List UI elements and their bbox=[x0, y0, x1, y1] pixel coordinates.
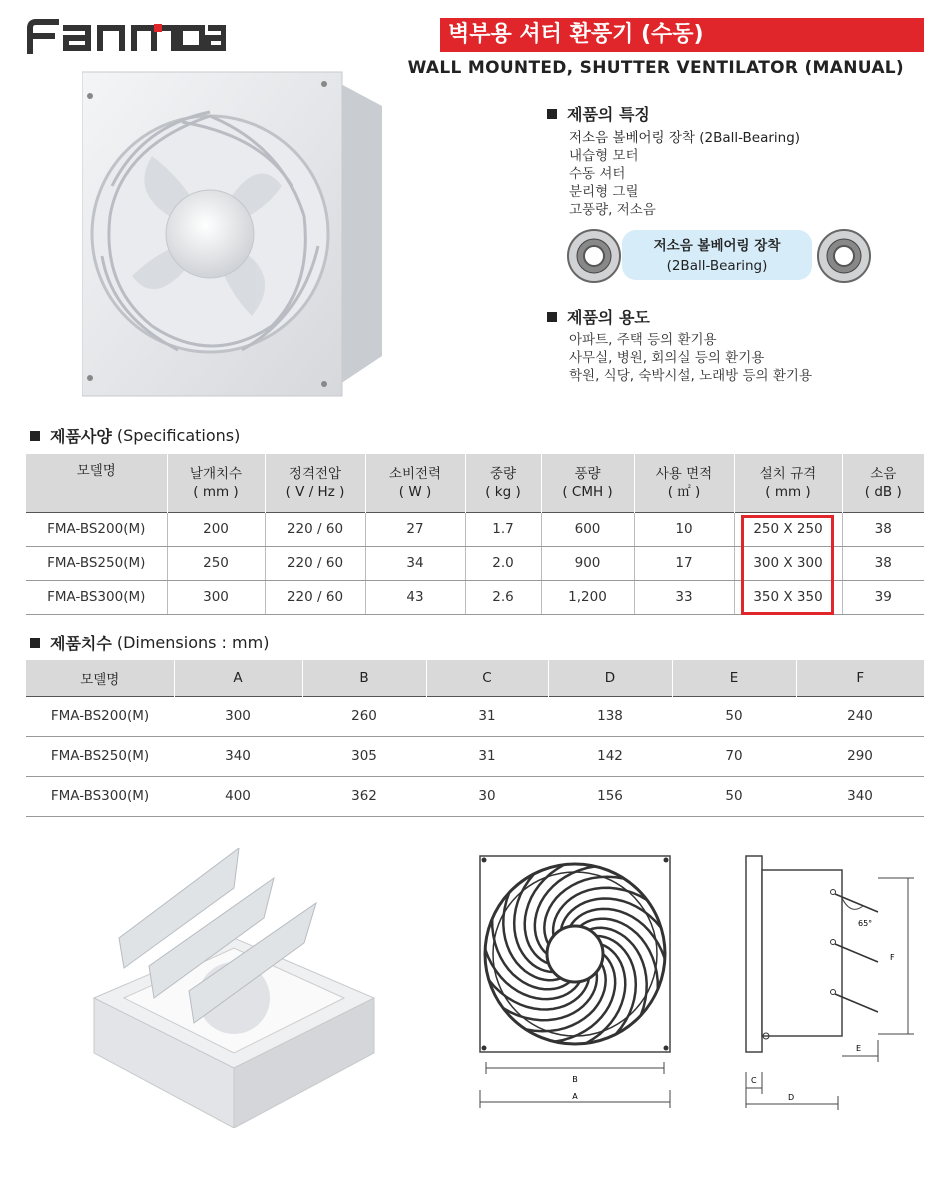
spec-header-label: 사용 면적 bbox=[655, 465, 713, 482]
dim-cell: 305 bbox=[302, 736, 426, 776]
dim-header-cell: F bbox=[796, 660, 924, 696]
spec-header-label: 중량 bbox=[489, 465, 517, 482]
bearing-callout bbox=[566, 228, 872, 284]
spec-cell: 600 bbox=[541, 512, 634, 546]
spec-cell: 38 bbox=[842, 546, 924, 580]
spec-cell: 39 bbox=[842, 580, 924, 614]
specs-heading bbox=[30, 424, 240, 447]
spec-header-label: 소비전력 bbox=[388, 465, 442, 482]
spec-cell: 33 bbox=[634, 580, 734, 614]
feature-item: 분리형 그릴 bbox=[569, 184, 639, 200]
uses-heading bbox=[547, 305, 650, 328]
dim-cell: 240 bbox=[796, 696, 924, 736]
dim-header-cell: E bbox=[672, 660, 796, 696]
dim-label-f: F bbox=[890, 953, 895, 962]
spec-cell: 10 bbox=[634, 512, 734, 546]
spec-header-unit: ( mm ) bbox=[193, 483, 239, 500]
spec-header-cell bbox=[265, 454, 365, 512]
spec-cell: 350 X 350 bbox=[734, 580, 842, 614]
bearing-pill bbox=[622, 230, 812, 280]
use-item: 학원, 식당, 숙박시설, 노래방 등의 환기용 bbox=[569, 368, 812, 384]
spec-cell: 300 X 300 bbox=[734, 546, 842, 580]
spec-header-label: 모델명 bbox=[76, 463, 116, 479]
bullet-square-icon bbox=[30, 431, 40, 441]
dim-cell: 340 bbox=[174, 736, 302, 776]
model-name-cell: FMA-BS300(M) bbox=[26, 776, 174, 816]
dim-cell: 138 bbox=[548, 696, 672, 736]
specs-heading-text: 제품사양 bbox=[50, 427, 112, 446]
table-row bbox=[26, 696, 924, 736]
spec-header-cell bbox=[26, 454, 167, 512]
spec-header-unit: ( mm ) bbox=[765, 483, 811, 500]
dimensions-heading bbox=[30, 631, 269, 654]
table-row bbox=[26, 776, 924, 816]
product-title-ko: 벽부용 셔터 환풍기 (수동) bbox=[440, 18, 924, 52]
spec-header-cell bbox=[167, 454, 265, 512]
shutter-product-image bbox=[84, 848, 384, 1128]
bullet-square-icon bbox=[547, 109, 557, 119]
dim-header-cell: 모델명 bbox=[26, 660, 174, 696]
spec-header-cell bbox=[365, 454, 465, 512]
uses-list bbox=[569, 331, 812, 385]
install-size-highlight bbox=[741, 515, 834, 615]
spec-header-label: 풍량 bbox=[574, 465, 601, 482]
spec-cell: 2.0 bbox=[465, 546, 541, 580]
bearing-label: 저소음 볼베어링 장착 bbox=[653, 238, 781, 254]
spec-cell: 250 X 250 bbox=[734, 512, 842, 546]
side-view-drawing bbox=[738, 850, 918, 1112]
dim-cell: 290 bbox=[796, 736, 924, 776]
feature-item: 내습형 모터 bbox=[569, 148, 639, 164]
dim-header-cell: B bbox=[302, 660, 426, 696]
dim-cell: 362 bbox=[302, 776, 426, 816]
model-name-cell: FMA-BS250(M) bbox=[26, 736, 174, 776]
spec-cell: 1.7 bbox=[465, 512, 541, 546]
table-row bbox=[26, 736, 924, 776]
dim-header-row bbox=[26, 660, 924, 696]
spec-header-cell bbox=[634, 454, 734, 512]
spec-cell: 300 bbox=[167, 580, 265, 614]
features-list bbox=[569, 129, 800, 219]
ball-bearing-icon bbox=[566, 228, 622, 284]
dim-cell: 70 bbox=[672, 736, 796, 776]
fanmoa-logo bbox=[26, 14, 226, 54]
dim-cell: 260 bbox=[302, 696, 426, 736]
dimensions-heading-text: 제품치수 bbox=[50, 634, 112, 653]
spec-header-cell bbox=[734, 454, 842, 512]
spec-header-unit: ( ㎡ ) bbox=[667, 483, 701, 500]
dim-cell: 156 bbox=[548, 776, 672, 816]
spec-cell: 250 bbox=[167, 546, 265, 580]
spec-header-unit: ( CMH ) bbox=[562, 483, 613, 500]
dim-cell: 50 bbox=[672, 696, 796, 736]
spec-header-label: 날개치수 bbox=[189, 465, 243, 482]
spec-cell: 220 / 60 bbox=[265, 512, 365, 546]
model-name-cell: FMA-BS250(M) bbox=[26, 546, 167, 580]
spec-cell: 200 bbox=[167, 512, 265, 546]
dim-cell: 31 bbox=[426, 696, 548, 736]
use-item: 사무실, 병원, 회의실 등의 환기용 bbox=[569, 350, 765, 366]
features-heading-text: 제품의 특징 bbox=[567, 105, 650, 124]
spec-cell: 43 bbox=[365, 580, 465, 614]
spec-cell: 900 bbox=[541, 546, 634, 580]
spec-header-label: 정격전압 bbox=[288, 465, 342, 482]
product-title-en: WALL MOUNTED, SHUTTER VENTILATOR (MANUAL) bbox=[407, 58, 904, 78]
dim-cell: 142 bbox=[548, 736, 672, 776]
bearing-sublabel: (2Ball-Bearing) bbox=[666, 258, 768, 274]
use-item: 아파트, 주택 등의 환기용 bbox=[569, 332, 717, 348]
spec-header-unit: ( kg ) bbox=[485, 483, 521, 500]
dim-label-a: A bbox=[572, 1092, 578, 1101]
uses-heading-text: 제품의 용도 bbox=[567, 308, 650, 327]
feature-item: 수동 셔터 bbox=[569, 166, 626, 182]
spec-cell: 220 / 60 bbox=[265, 580, 365, 614]
dim-label-c: C bbox=[751, 1076, 757, 1085]
dim-header-cell: C bbox=[426, 660, 548, 696]
spec-cell: 27 bbox=[365, 512, 465, 546]
dim-label-b: B bbox=[572, 1075, 578, 1084]
ventilator-product-image bbox=[82, 66, 402, 402]
spec-header-label: 소음 bbox=[870, 465, 897, 482]
spec-header-cell bbox=[465, 454, 541, 512]
dimensions-table bbox=[26, 660, 924, 817]
features-heading bbox=[547, 102, 650, 125]
spec-cell: 1,200 bbox=[541, 580, 634, 614]
model-name-cell: FMA-BS200(M) bbox=[26, 696, 174, 736]
dim-cell: 400 bbox=[174, 776, 302, 816]
dim-cell: 50 bbox=[672, 776, 796, 816]
spec-header-unit: ( W ) bbox=[398, 483, 432, 500]
spec-cell: 220 / 60 bbox=[265, 546, 365, 580]
spec-header-row bbox=[26, 454, 924, 512]
dim-cell: 30 bbox=[426, 776, 548, 816]
model-name-cell: FMA-BS300(M) bbox=[26, 580, 167, 614]
model-name-cell: FMA-BS200(M) bbox=[26, 512, 167, 546]
spec-cell: 2.6 bbox=[465, 580, 541, 614]
dim-label-d: D bbox=[788, 1093, 795, 1102]
bullet-square-icon bbox=[547, 312, 557, 322]
spec-header-unit: ( V / Hz ) bbox=[285, 483, 345, 500]
front-view-drawing bbox=[474, 850, 678, 1112]
feature-item: 저소음 볼베어링 장착 (2Ball-Bearing) bbox=[569, 130, 801, 146]
spec-header-cell bbox=[842, 454, 924, 512]
spec-cell: 38 bbox=[842, 512, 924, 546]
spec-cell: 17 bbox=[634, 546, 734, 580]
dim-label-e: E bbox=[856, 1044, 862, 1053]
dim-cell: 31 bbox=[426, 736, 548, 776]
dim-cell: 340 bbox=[796, 776, 924, 816]
feature-item: 고풍량, 저소음 bbox=[569, 202, 656, 218]
angle-label: 65° bbox=[858, 919, 873, 928]
spec-header-label: 설치 규격 bbox=[759, 465, 817, 482]
spec-cell: 34 bbox=[365, 546, 465, 580]
spec-header-unit: ( dB ) bbox=[864, 483, 902, 500]
dim-header-cell: D bbox=[548, 660, 672, 696]
dimensions-heading-en: (Dimensions : mm) bbox=[116, 633, 270, 652]
dim-cell: 300 bbox=[174, 696, 302, 736]
specs-heading-en: (Specifications) bbox=[116, 426, 241, 445]
dim-header-cell: A bbox=[174, 660, 302, 696]
bullet-square-icon bbox=[30, 638, 40, 648]
spec-header-cell bbox=[541, 454, 634, 512]
ball-bearing-icon bbox=[816, 228, 872, 284]
